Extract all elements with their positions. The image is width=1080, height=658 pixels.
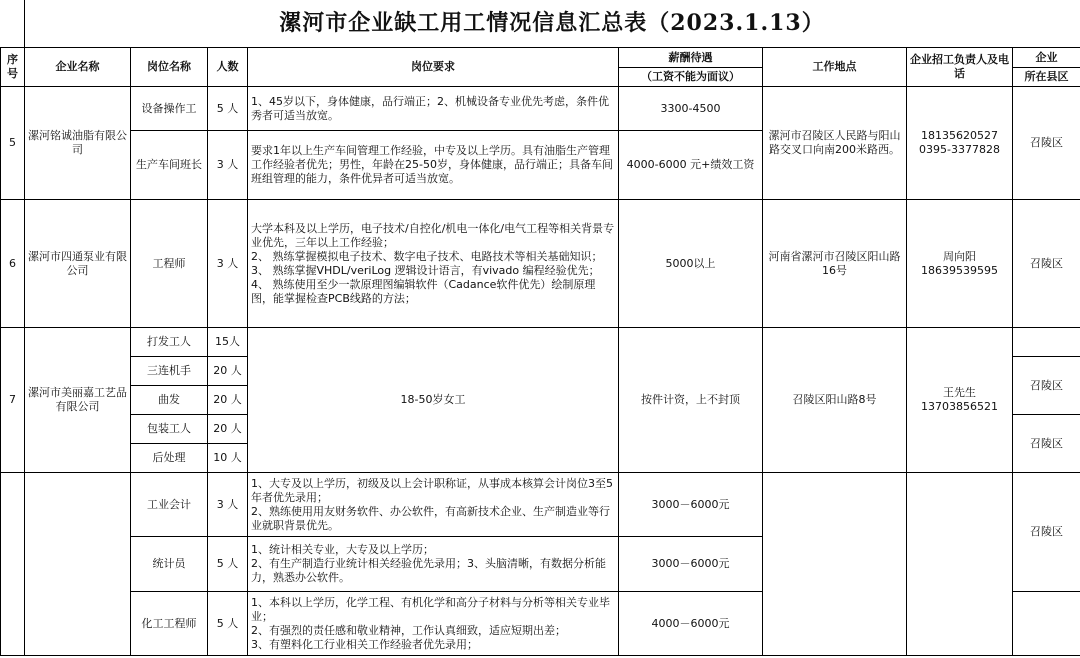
company-index <box>1 473 25 656</box>
header-company: 企业名称 <box>25 48 131 87</box>
header-salary-note: （工资不能为面议） <box>619 68 763 87</box>
position-count: 20 人 <box>208 357 248 386</box>
position-name: 曲发 <box>131 386 208 415</box>
position-count: 5 人 <box>208 592 248 656</box>
company-contact: 周向阳 18639539595 <box>907 200 1013 328</box>
county-blank <box>1013 328 1080 357</box>
position-requirements: 1、45岁以下，身体健康，品行端正；2、机械设备专业优先考虑，条件优秀者可适当放宽。 <box>248 87 619 131</box>
title-bar <box>0 0 1080 48</box>
company-county: 召陵区 <box>1013 473 1080 592</box>
company-index: 5 <box>1 87 25 200</box>
page-title: 漯河市企业缺工用工情况信息汇总表（2023.1.13） <box>279 10 825 36</box>
company-name <box>25 473 131 656</box>
position-name: 后处理 <box>131 444 208 473</box>
position-count: 3 人 <box>208 131 248 200</box>
company-location: 召陵区阳山路8号 <box>763 328 907 473</box>
position-requirements: 1、大专及以上学历，初级及以上会计职称证，从事成本核算会计岗位3至5年者优先录用； 2、熟练使用用友财务软件、办公软件，有高新技术企业、生产制造业等行业就职背景优先。 <box>248 473 619 537</box>
company-location: 漯河市召陵区人民路与阳山路交叉口向南200米路西。 <box>763 87 907 200</box>
company-county: 召陵区 <box>1013 415 1080 473</box>
company-name: 漯河铭诚油脂有限公司 <box>25 87 131 200</box>
position-salary: 3000－6000元 <box>619 473 763 537</box>
position-name: 生产车间班长 <box>131 131 208 200</box>
company-name: 漯河市美丽嘉工艺品有限公司 <box>25 328 131 473</box>
header-contact: 企业招工负责人及电话 <box>907 48 1013 87</box>
position-count: 15人 <box>208 328 248 357</box>
position-name: 包装工人 <box>131 415 208 444</box>
company-contact <box>907 473 1013 656</box>
position-name: 化工工程师 <box>131 592 208 656</box>
county-blank <box>1013 592 1080 656</box>
company-county: 召陵区 <box>1013 200 1080 328</box>
header-count: 人数 <box>208 48 248 87</box>
header-location: 工作地点 <box>763 48 907 87</box>
company-contact: 王先生 13703856521 <box>907 328 1013 473</box>
position-name: 统计员 <box>131 537 208 592</box>
company-index: 7 <box>1 328 25 473</box>
position-salary: 3000－6000元 <box>619 537 763 592</box>
position-salary: 4000－6000元 <box>619 592 763 656</box>
company-name: 漯河市四通泵业有限公司 <box>25 200 131 328</box>
position-name: 设备操作工 <box>131 87 208 131</box>
position-requirements: 18-50岁女工 <box>248 328 619 473</box>
position-name: 三连机手 <box>131 357 208 386</box>
header-salary: 薪酬待遇 <box>619 48 763 68</box>
position-name: 工业会计 <box>131 473 208 537</box>
header-requirements: 岗位要求 <box>248 48 619 87</box>
position-count: 10 人 <box>208 444 248 473</box>
header-county: 企业 <box>1013 48 1080 68</box>
company-contact: 18135620527 0395-3377828 <box>907 87 1013 200</box>
company-county: 召陵区 <box>1013 87 1080 200</box>
position-count: 3 人 <box>208 473 248 537</box>
position-requirements: 1、本科以上学历，化学工程、有机化学和高分子材料与分析等相关专业毕业； 2、有强烈的责任感和敬业精神，工作认真细致，适应短期出差； 3、有塑料化工行业相关工作经验者优先录用； <box>248 592 619 656</box>
company-county: 召陵区 <box>1013 357 1080 415</box>
position-name: 工程师 <box>131 200 208 328</box>
position-requirements: 大学本科及以上学历，电子技术/自控化/机电一体化/电气工程等相关背景专业优先，三年以上工作经验； 2、 熟练掌握模拟电子技术、数字电子技术、电路技术等相关基础知识； 3、 熟练掌握VHDL/veriLog 逻辑设计语言，有vivado 编程经验优先； 4、 熟练使用至少一款原理图编辑软件（Cadance软件优先）绘制原理图，能掌握检查PCB线路的方法； <box>248 200 619 328</box>
position-salary: 按件计资，上不封顶 <box>619 328 763 473</box>
position-count: 20 人 <box>208 386 248 415</box>
title-left-cell <box>0 0 25 47</box>
position-count: 3 人 <box>208 200 248 328</box>
position-salary: 4000-6000 元+绩效工资 <box>619 131 763 200</box>
job-table <box>0 47 1080 656</box>
position-salary: 3300-4500 <box>619 87 763 131</box>
position-count: 5 人 <box>208 537 248 592</box>
company-location: 河南省漯河市召陵区阳山路16号 <box>763 200 907 328</box>
company-index: 6 <box>1 200 25 328</box>
header-position: 岗位名称 <box>131 48 208 87</box>
header-index: 序号 <box>1 48 25 87</box>
header-county-sub: 所在县区 <box>1013 68 1080 87</box>
position-requirements: 要求1年以上生产车间管理工作经验，中专及以上学历。具有油脂生产管理工作经验者优先；男性，年龄在25-50岁，身体健康，品行端正；具备车间班组管理的能力，条件优异者可适当放宽。 <box>248 131 619 200</box>
position-count: 5 人 <box>208 87 248 131</box>
position-requirements: 1、统计相关专业，大专及以上学历； 2、有生产制造行业统计相关经验优先录用；3、头脑清晰，有数据分析能力，熟悉办公软件。 <box>248 537 619 592</box>
position-count: 20 人 <box>208 415 248 444</box>
company-location <box>763 473 907 656</box>
position-name: 打发工人 <box>131 328 208 357</box>
position-salary: 5000以上 <box>619 200 763 328</box>
